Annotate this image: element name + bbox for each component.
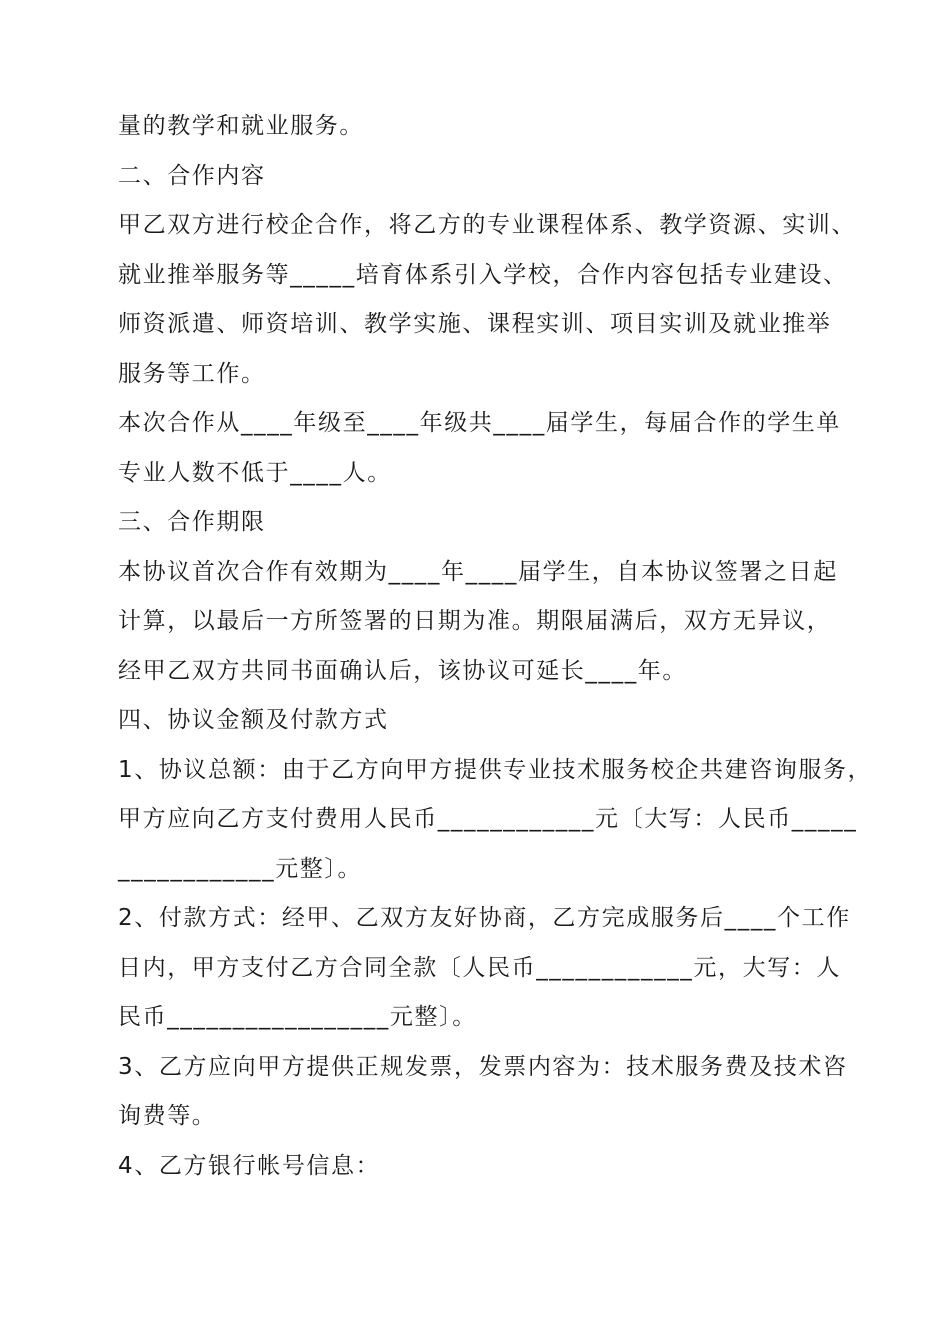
paragraph-line: 专业人数不低于____人。 [118,459,392,486]
section-heading-amount-payment: 四、协议金额及付款方式 [118,707,389,733]
paragraph-line: 4、乙方银行帐号信息： [118,1152,381,1179]
paragraph-line: 1、协议总额：由于乙方向甲方提供专业技术服务校企共建咨询服务， [118,756,873,783]
paragraph-line: 2、付款方式：经甲、乙双方友好协商，乙方完成服务后____个工作 [118,905,851,931]
paragraph-line: 甲方应向乙方支付费用人民币____________元〔大写：人民币_____ [118,806,858,832]
paragraph-line: ____________元整〕。 [118,855,363,882]
paragraph-line: 经甲乙双方共同书面确认后，该协议可延长____年。 [118,657,687,684]
paragraph-line: 询费等。 [118,1103,217,1129]
paragraph-line: 就业推举服务等_____培育体系引入学校，合作内容包括专业建设、 [118,261,848,288]
section-heading-cooperation-term: 三、合作期限 [118,509,266,535]
document-body [118,102,873,1191]
paragraph-line: 计算，以最后一方所签署的日期为准。期限届满后，双方无异议， [118,608,832,634]
paragraph-line: 3、乙方应向甲方提供正规发票，发票内容为：技术服务费及技术咨 [118,1053,848,1080]
paragraph-line: 本协议首次合作有效期为____年____届学生，自本协议签署之日起 [118,558,838,585]
paragraph-line: 师资派遣、师资培训、教学实施、课程实训、项目实训及就业推举 [118,311,832,337]
paragraph-line: 甲乙双方进行校企合作，将乙方的专业课程体系、教学资源、实训、 [118,212,856,238]
paragraph-line: 服务等工作。 [118,360,266,387]
paragraph-line: 量的教学和就业服务。 [118,113,364,139]
paragraph-line: 日内，甲方支付乙方合同全款〔人民币____________元，大写：人 [118,954,841,981]
section-heading-cooperation-content: 二、合作内容 [118,162,266,189]
paragraph-line: 本次合作从____年级至____年级共____届学生，每届合作的学生单 [118,410,841,436]
paragraph-line: 民币_________________元整〕。 [118,1004,477,1030]
